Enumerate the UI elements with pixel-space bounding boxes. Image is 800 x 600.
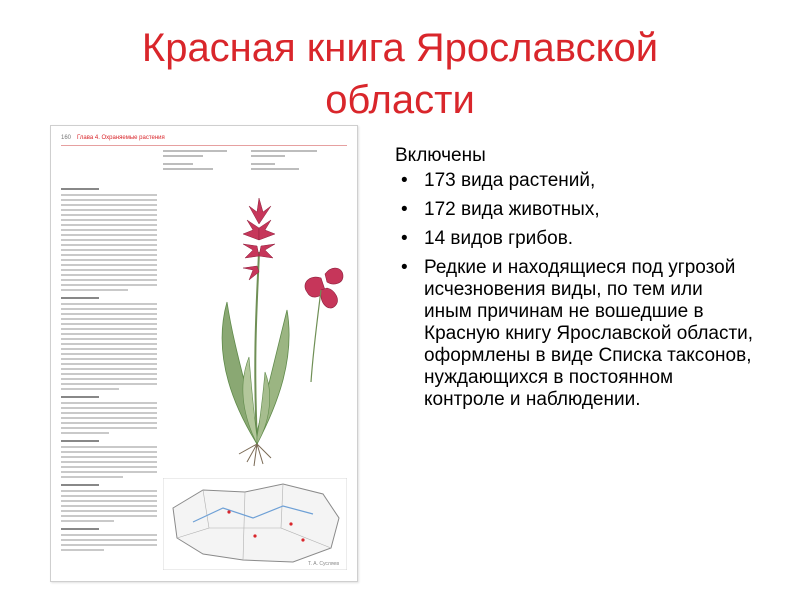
list-item xyxy=(395,199,755,221)
page-number: 160 xyxy=(61,135,72,141)
page-author-signature: Т. А. Сусляев xyxy=(307,561,339,567)
slide-content xyxy=(395,145,755,418)
species-name-ru-lines xyxy=(163,150,233,173)
slide-title: Красная книга Ярославской области xyxy=(141,26,659,122)
species-name-lat-lines xyxy=(251,150,321,173)
distribution-map xyxy=(163,478,347,570)
list-item xyxy=(395,170,755,192)
bullet-list xyxy=(395,170,755,411)
bullet-marker: • xyxy=(401,228,408,249)
list-item-text: 172 вида животных, xyxy=(424,199,600,220)
page-text-column xyxy=(61,182,157,554)
list-item-text: 173 вида растений, xyxy=(424,170,596,191)
list-item xyxy=(395,257,755,411)
list-item xyxy=(395,228,755,250)
page-header xyxy=(61,135,347,146)
page-chapter-title: Глава 4. Охраняемые растения xyxy=(77,135,165,141)
bullet-marker: • xyxy=(401,199,408,220)
lead-text: Включены xyxy=(395,145,486,166)
list-item-text: 14 видов грибов. xyxy=(424,228,574,249)
orchid-illustration xyxy=(161,182,351,472)
bullet-marker: • xyxy=(401,170,408,191)
red-book-page-image xyxy=(50,125,358,582)
bullet-marker: • xyxy=(401,257,408,278)
list-item-text: Редкие и находящиеся под угрозой исчезновения виды, по тем или иным причинам не вошедшие в Красную книгу Ярославской области, оформлены в виде Списка таксонов, нуждающихся в постоянном контроле и наблюдении. xyxy=(424,257,754,410)
